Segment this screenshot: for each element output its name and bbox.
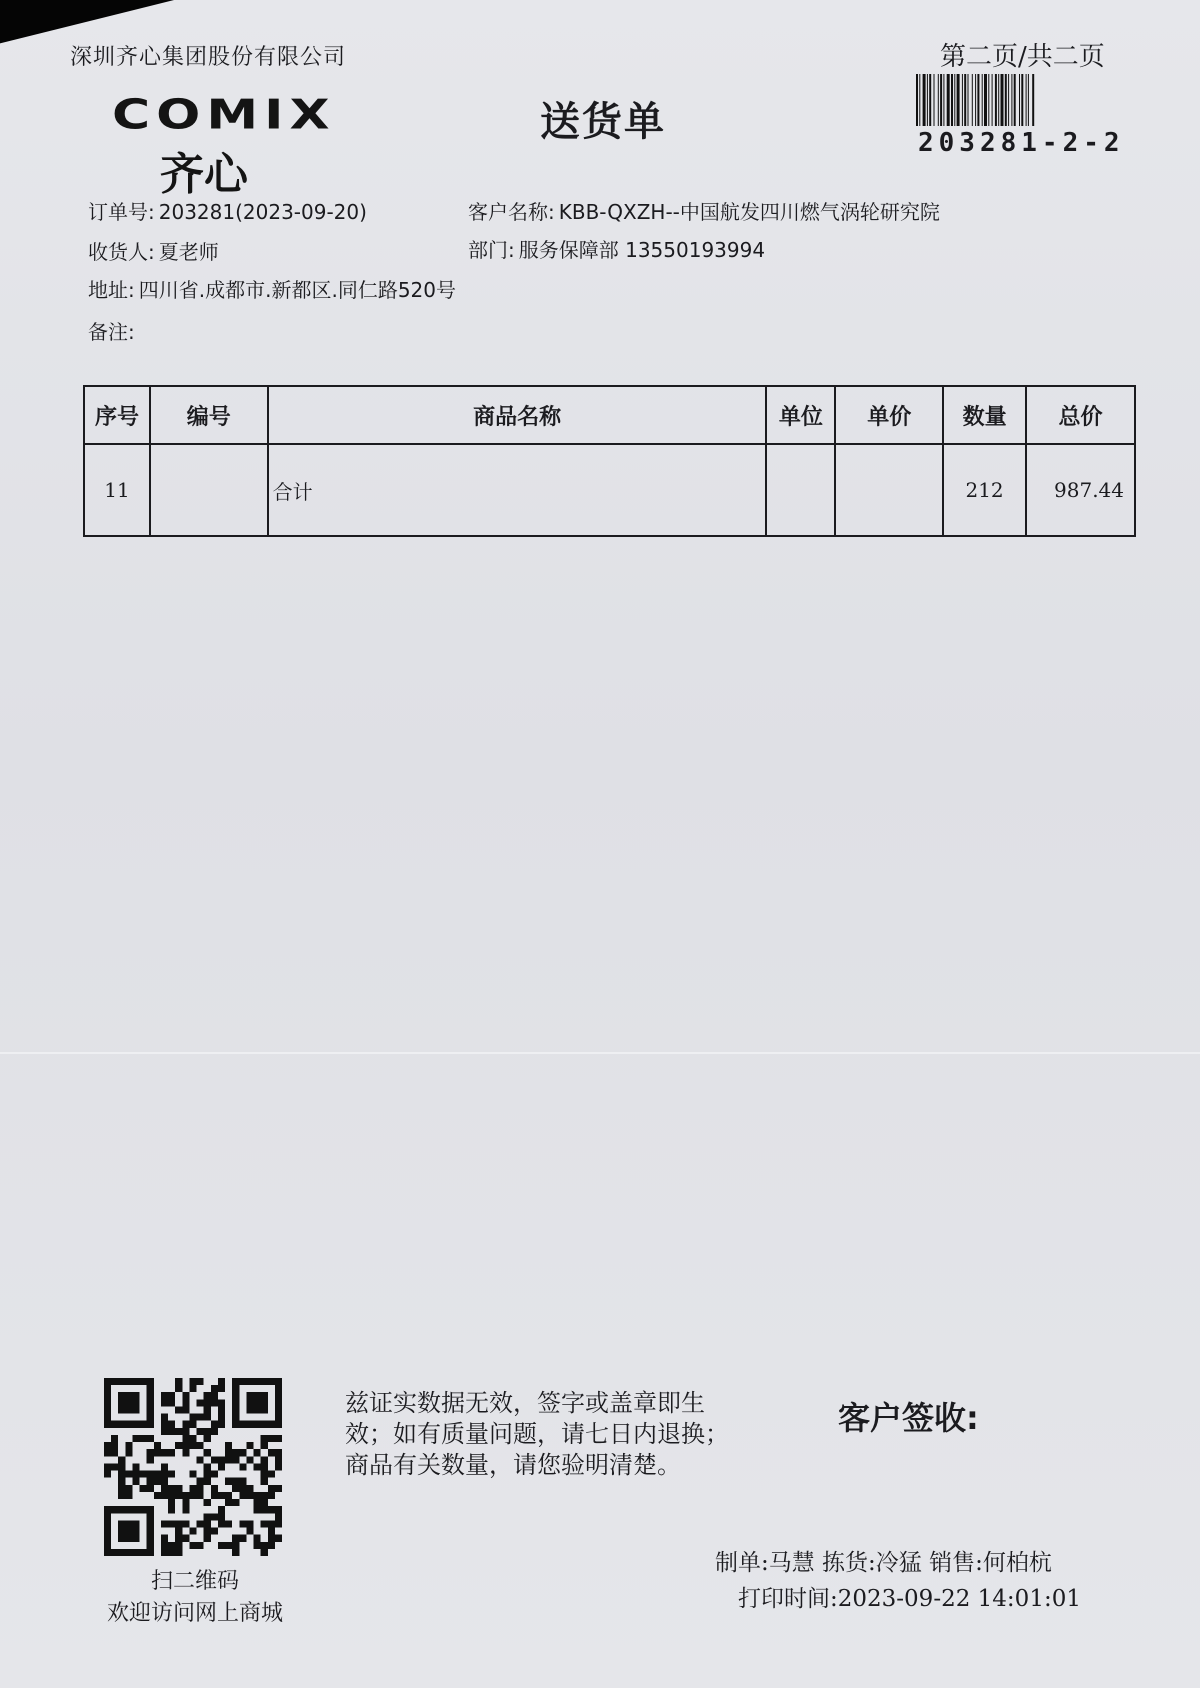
order-number-value: 203281(2023-09-20) <box>158 200 367 224</box>
customer-signature-label: 客户签收: <box>838 1399 979 1437</box>
barcode-icon <box>916 74 1134 126</box>
items-table <box>83 385 1136 537</box>
department-value: 服务保障部 13550193994 <box>518 238 766 262</box>
header-product-name: 商品名称 <box>268 386 767 444</box>
address-value: 四川省.成都市.新都区.同仁路520号 <box>138 278 456 302</box>
document-title: 送货单 <box>540 99 666 145</box>
remark-field <box>88 316 139 345</box>
notice-line3: 商品有关数量，请您验明清楚。 <box>345 1451 681 1479</box>
header-code: 编号 <box>150 386 268 444</box>
staff-line: 制单:马慧 拣货:冷猛 销售:何柏杭 <box>715 1550 1052 1576</box>
header-total-price: 总价 <box>1026 386 1135 444</box>
comix-logo-chinese: 齐心 <box>160 149 248 200</box>
cell-quantity: 212 <box>943 444 1026 536</box>
address-label: 地址: <box>88 278 135 302</box>
order-number-label: 订单号: <box>88 200 155 224</box>
header-quantity: 数量 <box>943 386 1026 444</box>
customer-name-value: KBB-QXZH--中国航发四川燃气涡轮研究院 <box>558 200 940 224</box>
cell-unit <box>766 444 835 536</box>
company-name: 深圳齐心集团股份有限公司 <box>70 45 347 70</box>
customer-name-field <box>468 196 940 225</box>
qr-caption-line1: 扫二维码 <box>150 1569 239 1594</box>
qr-code-icon <box>104 1378 282 1556</box>
page-indicator: 第二页/共二页 <box>940 42 1105 72</box>
cell-code <box>150 444 268 536</box>
qr-caption-line2: 欢迎访问网上商城 <box>106 1601 283 1626</box>
cell-total-price: 987.44 <box>1026 444 1135 536</box>
order-number-field <box>88 196 367 225</box>
remark-label: 备注: <box>88 320 135 344</box>
table-row <box>84 444 1135 536</box>
receiver-label: 收货人: <box>88 240 155 264</box>
address-field <box>88 274 456 303</box>
print-time: 打印时间:2023-09-22 14:01:01 <box>738 1586 1081 1612</box>
cell-unit-price <box>835 444 943 536</box>
comix-logo-text: COMIX <box>112 92 336 139</box>
notice-text <box>345 1388 765 1481</box>
header-unit-price: 单价 <box>835 386 943 444</box>
table-header-row <box>84 386 1135 444</box>
cell-product-name: 合计 <box>268 444 767 536</box>
barcode-number: 203281-2-2 <box>918 128 1125 158</box>
header-serial: 序号 <box>84 386 150 444</box>
qr-caption <box>80 1566 310 1630</box>
receiver-value: 夏老师 <box>158 240 219 264</box>
cell-serial: 11 <box>84 444 150 536</box>
department-label: 部门: <box>468 238 515 262</box>
receiver-field <box>88 236 219 265</box>
header-unit: 单位 <box>766 386 835 444</box>
paper-fold-line <box>0 1052 1200 1054</box>
department-field <box>468 234 765 263</box>
notice-line1: 兹证实数据无效，签字或盖章即生 <box>345 1389 705 1417</box>
customer-name-label: 客户名称: <box>468 200 555 224</box>
notice-line2: 效；如有质量问题，请七日内退换； <box>345 1420 729 1448</box>
